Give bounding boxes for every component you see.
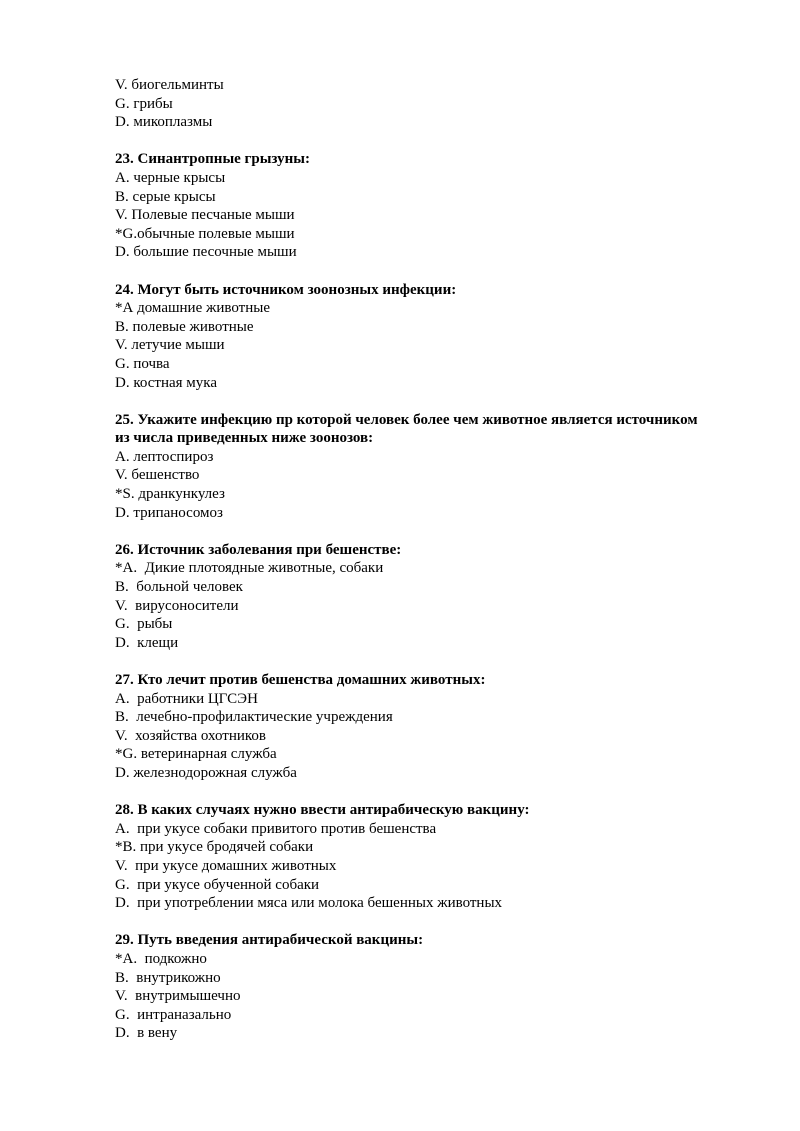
question-title: 24. Могут быть источником зоонозных инфекции: bbox=[115, 281, 457, 298]
spacer bbox=[115, 522, 705, 541]
option-text: D. железнодорожная служба bbox=[115, 764, 297, 781]
spacer bbox=[115, 652, 705, 671]
option-text: A. лептоспироз bbox=[115, 448, 214, 465]
question-25 bbox=[115, 411, 705, 523]
option-text: B. внутрикожно bbox=[115, 969, 221, 986]
question-title: 29. Путь введения антирабической вакцины: bbox=[115, 932, 424, 949]
option-text: B. лечебно-профилактические учреждения bbox=[115, 709, 393, 726]
option-text: G. при укусе обученной собаки bbox=[115, 876, 320, 893]
question-27 bbox=[115, 671, 705, 783]
option-text: D. костная мука bbox=[115, 374, 217, 391]
spacer bbox=[115, 392, 705, 411]
option-text: B. полевые животные bbox=[115, 318, 254, 335]
option-text: A. черные крысы bbox=[115, 169, 226, 186]
option-text: V. Полевые песчаные мыши bbox=[115, 207, 295, 224]
option-text: V. хозяйства охотников bbox=[115, 727, 267, 744]
spacer bbox=[115, 913, 705, 932]
option-text: D. клещи bbox=[115, 634, 179, 651]
option-text: D. в вену bbox=[115, 1025, 178, 1042]
question-title: 25. Укажите инфекцию пр которой человек более чем животное является источником из числа приведенных ниже зоонозов: bbox=[115, 411, 698, 447]
option-text: B. серые крысы bbox=[115, 188, 216, 205]
option-text: *G.обычные полевые мыши bbox=[115, 225, 295, 242]
option-text: *G. ветеринарная служба bbox=[115, 746, 277, 763]
spacer bbox=[115, 132, 705, 151]
option-text: A. при укусе собаки привитого против бешенства bbox=[115, 820, 437, 837]
option-text: B. больной человек bbox=[115, 579, 243, 596]
spacer bbox=[115, 262, 705, 281]
option-text: G. грибы bbox=[115, 95, 173, 112]
spacer bbox=[115, 783, 705, 802]
option-text: V. летучие мыши bbox=[115, 337, 225, 354]
option-text: *B. при укусе бродячей собаки bbox=[115, 839, 314, 856]
option-text: *A. Дикие плотоядные животные, собаки bbox=[115, 560, 384, 577]
question-title: 27. Кто лечит против бешенства домашних животных: bbox=[115, 672, 486, 688]
question-23 bbox=[115, 150, 705, 262]
question-title: 23. Синантропные грызуны: bbox=[115, 151, 310, 168]
question-title: 28. В каких случаях нужно ввести антирабическую вакцину: bbox=[115, 802, 530, 819]
question-28 bbox=[115, 801, 705, 913]
question-26 bbox=[115, 541, 705, 653]
option-text: A. работники ЦГСЭН bbox=[115, 690, 258, 707]
option-text: *A. подкожно bbox=[115, 950, 207, 967]
option-text: D. большие песочные мыши bbox=[115, 244, 297, 261]
question-title: 26. Источник заболевания при бешенстве: bbox=[115, 541, 402, 558]
option-text: *А домашние животные bbox=[115, 300, 270, 317]
option-text: V. вирусоносители bbox=[115, 597, 239, 614]
option-text: V. внутримышечно bbox=[115, 988, 241, 1005]
option-text: G. рыбы bbox=[115, 616, 173, 633]
intro-options bbox=[115, 76, 705, 132]
question-24 bbox=[115, 281, 705, 393]
option-text: V. биогельминты bbox=[115, 77, 224, 93]
option-text: G. почва bbox=[115, 355, 170, 372]
document-page bbox=[115, 76, 705, 1043]
option-text: V. бешенство bbox=[115, 467, 200, 484]
option-text: *S. дранкункулез bbox=[115, 486, 225, 503]
question-29 bbox=[115, 931, 705, 1043]
option-text: D. микоплазмы bbox=[115, 114, 213, 131]
option-text: D. при употреблении мяса или молока бешенных животных bbox=[115, 895, 503, 912]
option-text: D. трипаносомоз bbox=[115, 504, 223, 521]
option-text: V. при укусе домашних животных bbox=[115, 857, 337, 874]
option-text: G. интраназально bbox=[115, 1006, 232, 1023]
